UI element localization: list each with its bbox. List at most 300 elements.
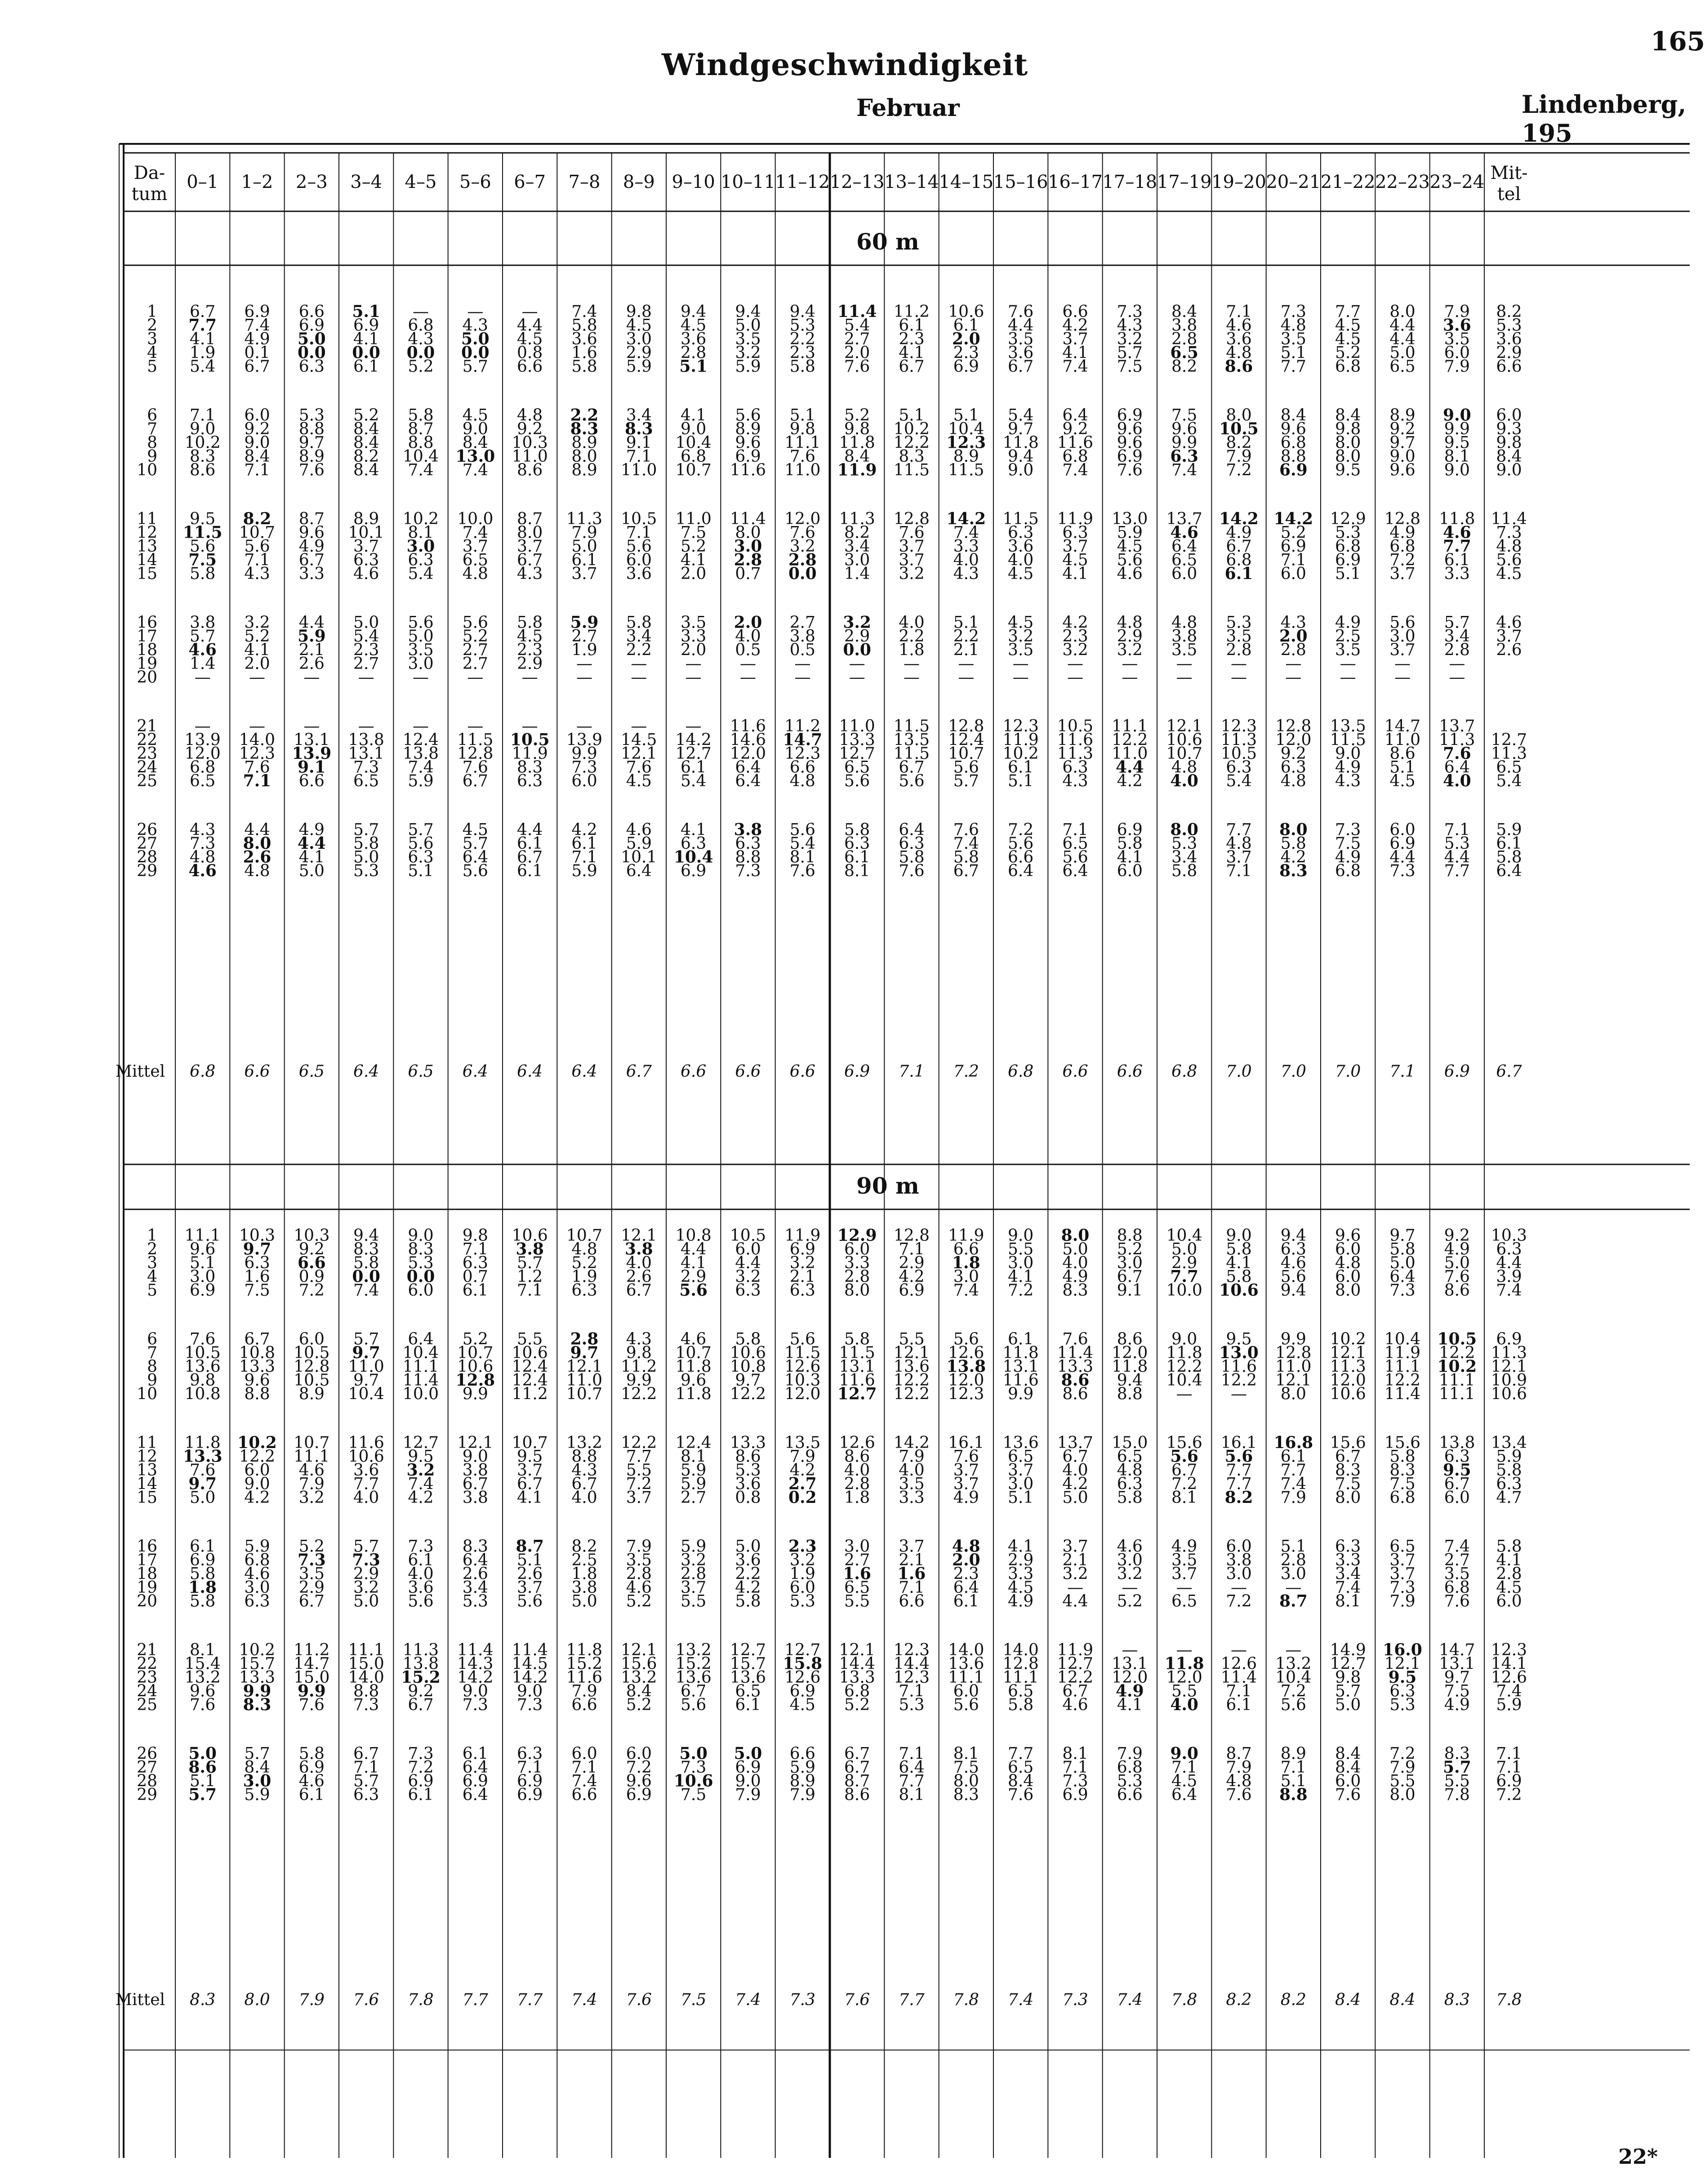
table-cell: — [467,717,484,735]
table-cell: 5.0 [1389,1254,1416,1272]
table-cell: 6.9 [517,1786,543,1804]
table-cell: 13.1 [1002,1357,1039,1376]
table-cell: 2.1 [899,1551,925,1569]
table-cell: 5.8 [1226,1267,1252,1286]
mittel-value: 7.4 [1117,1991,1143,2009]
table-cell: — [1285,1641,1302,1659]
table-cell: 3.8 [190,613,216,632]
table-cell: 3.6 [1008,343,1034,362]
table-cell: 10.5 [294,1371,330,1390]
table-cell: 11.2 [893,303,930,321]
table-cell: 15.6 [1330,1434,1366,1452]
table-cell: 7.9 [571,1682,597,1701]
table-cell: 6.6 [1496,357,1522,376]
table-cell: 4.5 [626,316,652,335]
header-mittel-line-2: tel [1497,184,1521,205]
table-cell: 9.0 [1444,461,1470,480]
row-date: 20 [137,668,157,687]
table-cell: 8.1 [1444,447,1470,466]
table-cell: 6.0 [1335,1267,1361,1286]
table-cell: — [413,717,429,735]
table-cell: — [413,668,429,687]
table-cell: 2.7 [844,1551,870,1569]
table-cell: 5.6 [1496,551,1522,570]
table-cell: 9.9 [571,744,597,763]
table-cell: 3.3 [1444,565,1470,583]
table-cell: 2.0 [681,565,707,583]
table-cell: 7.4 [1496,1682,1522,1701]
table-cell: 8.8 [1279,1785,1308,1804]
table-cell: 12.1 [621,744,657,763]
table-cell: 6.3 [298,357,325,376]
table-cell: 0.1 [244,343,270,362]
table-cell: 6.1 [899,316,925,335]
table-cell: 7.4 [1062,357,1088,376]
table-cell: 5.7 [1444,613,1470,632]
table-cell: 6.8 [1389,537,1416,556]
table-cell: 7.6 [1444,1592,1470,1611]
table-cell: — [849,668,865,687]
table-cell: — [1285,1578,1302,1597]
table-cell: 6.1 [462,1281,488,1300]
table-cell: 9.3 [1496,420,1522,438]
table-cell: 0.0 [788,564,817,583]
table-cell: 5.8 [789,357,815,376]
table-cell: 6.9 [1335,551,1361,570]
page-title: Windgeschwindigkeit [661,47,1028,82]
table-cell: 3.2 [789,1551,815,1569]
table-cell: 5.5 [1389,1772,1416,1791]
table-cell: 10.5 [294,1344,330,1362]
mittel-value: 7.7 [517,1991,543,2009]
table-cell: 5.8 [953,848,979,867]
table-cell: 4.3 [1280,613,1306,632]
table-cell: 5.9 [244,1786,270,1804]
table-cell: 6.1 [1444,551,1470,570]
table-cell: 4.6 [1496,613,1522,632]
table-cell: 3.2 [353,1578,379,1597]
table-cell: 8.0 [1335,447,1361,466]
table-cell: 10.8 [675,1226,712,1245]
table-cell: 8.3 [1335,1461,1361,1480]
mittel-value: 6.7 [1496,1062,1522,1081]
table-cell: — [1176,1578,1193,1597]
table-cell: 6.9 [626,1786,652,1804]
table-cell: 2.3 [899,330,925,348]
table-cell: 7.3 [517,1696,543,1714]
table-cell: 5.4 [844,316,870,335]
table-cell: 12.2 [1166,1357,1202,1376]
table-cell: 7.6 [789,862,815,880]
table-cell: 10.4 [1166,1226,1202,1245]
table-cell: 3.2 [681,1551,707,1569]
table-cell: 14.7 [1384,717,1421,735]
table-cell: 8.9 [571,461,597,480]
table-cell: — [1340,655,1356,673]
table-cell: 3.7 [1496,627,1522,646]
table-cell: 10.5 [1057,717,1094,735]
table-cell: 13.3 [239,1668,276,1687]
table-cell: 3.0 [1008,1254,1034,1272]
table-cell: 6.6 [953,1240,979,1259]
table-cell: 10.5 [184,1344,221,1362]
table-cell: 4.8 [952,1537,980,1556]
table-cell: 4.2 [789,1461,815,1480]
table-cell: 6.5 [844,758,870,777]
table-cell: 8.0 [1335,1281,1361,1300]
table-cell: 5.6 [899,772,925,790]
table-cell: 4.5 [462,820,488,839]
table-cell: 3.6 [735,1551,761,1569]
table-cell: 1.4 [190,655,216,673]
table-cell: 11.3 [839,510,875,528]
table-cell: 7.6 [1062,1330,1088,1349]
table-cell: 3.0 [1008,1475,1034,1493]
table-cell: 6.6 [899,1592,925,1611]
table-cell: 8.3 [462,1537,488,1556]
table-cell: 6.7 [844,1758,870,1777]
row-date: 26 [137,820,157,839]
table-cell: 6.0 [298,1330,325,1349]
table-cell: 11.8 [1112,1357,1148,1376]
table-cell: 5.9 [408,772,434,790]
mittel-value: 8.0 [244,1991,270,2009]
table-cell: 15.6 [621,1654,657,1673]
table-cell: 5.9 [626,357,652,376]
table-cell: 8.9 [1280,1744,1306,1763]
footer-mark: 22* [1618,2144,1658,2169]
table-cell: — [685,717,702,735]
table-cell: 2.2 [953,627,979,646]
table-cell: 9.4 [735,303,761,321]
table-cell: 6.9 [1389,834,1416,853]
table-cell: 5.4 [681,772,707,790]
table-cell: 8.9 [298,1385,325,1404]
table-cell: 8.3 [190,447,216,466]
table-cell: 11.8 [566,1641,603,1659]
row-date: 12 [137,523,157,542]
table-cell: 6.7 [681,1682,707,1701]
table-cell: 3.3 [1008,1564,1034,1583]
table-cell: 0.0 [843,640,871,660]
table-cell: 10.6 [730,1344,766,1362]
table-cell: 8.0 [953,1772,979,1791]
table-cell: 0.8 [517,343,543,362]
table-cell: 7.9 [571,523,597,542]
header-hour-7: 6–7 [514,172,546,192]
table-cell: 7.4 [244,316,270,335]
row-date: 24 [137,758,157,777]
table-cell: 5.7 [353,1537,379,1556]
row-date: 23 [137,1668,157,1687]
table-cell: 8.9 [1389,406,1416,425]
table-cell: 0.0 [406,343,435,362]
table-cell: 7.4 [953,1281,979,1300]
table-cell: 0.0 [298,343,326,362]
table-cell: 6.5 [1062,834,1088,853]
table-cell: 3.4 [1335,1564,1361,1583]
table-cell: 9.0 [1008,461,1034,480]
table-cell: 2.0 [244,655,270,673]
table-cell: 9.7 [188,1474,217,1493]
table-cell: 8.1 [953,1744,979,1763]
table-cell: 10.7 [512,1434,548,1452]
table-cell: 2.7 [681,1489,707,1507]
table-cell: 5.1 [1008,1489,1034,1507]
table-cell: 10.4 [675,433,712,452]
table-cell: 10.8 [239,1344,276,1362]
table-cell: — [1340,668,1356,687]
table-cell: 5.3 [462,1592,488,1611]
table-cell: 6.7 [1008,357,1034,376]
table-cell: 10.4 [1275,1668,1312,1687]
table-cell: 6.8 [1117,1758,1143,1777]
row-date: 29 [137,1786,157,1804]
table-cell: 5.5 [626,1461,652,1480]
table-cell: 3.5 [408,641,434,660]
table-cell: 4.6 [681,1330,707,1349]
table-cell: 4.2 [408,1489,434,1507]
table-cell: 9.5 [1226,1330,1252,1349]
table-cell: 14.2 [946,509,986,528]
table-cell: 2.0 [952,1551,980,1569]
table-cell: 4.3 [244,565,270,583]
table-cell: 8.4 [844,447,870,466]
table-cell: 12.0 [730,744,766,763]
table-cell: 10.6 [512,1226,548,1245]
table-cell: 6.0 [1389,820,1416,839]
table-cell: 5.7 [353,820,379,839]
table-cell: 4.0 [1443,771,1471,790]
table-cell: 9.9 [298,1681,326,1701]
table-cell: 2.0 [734,613,762,632]
table-cell: 5.1 [352,302,380,321]
table-cell: 7.3 [408,1537,434,1556]
table-cell: 9.6 [298,523,325,542]
table-cell: 12.3 [1491,1641,1527,1659]
table-cell: 3.3 [953,537,979,556]
table-cell: 12.8 [948,717,984,735]
table-cell: 8.0 [1170,820,1198,839]
table-cell: 4.8 [789,772,815,790]
table-cell: 10.5 [621,510,657,528]
table-cell: 11.9 [1002,731,1039,749]
table-cell: 10.3 [784,1371,821,1390]
table-cell: 8.9 [953,447,979,466]
table-cell: 10.6 [1491,1385,1527,1404]
table-cell: 3.5 [1280,330,1306,348]
table-cell: 7.7 [1335,303,1361,321]
table-cell: 5.9 [244,1537,270,1556]
table-cell: 6.3 [408,848,434,867]
table-cell: 2.8 [1171,330,1198,348]
table-cell: 5.0 [571,537,597,556]
mittel-value: 6.9 [1444,1062,1470,1081]
table-cell: 3.0 [408,655,434,673]
table-cell: 3.2 [735,343,761,362]
table-cell: 4.4 [1389,330,1416,348]
row-date: 3 [147,1254,157,1272]
table-cell: 6.0 [1444,1489,1470,1507]
table-cell: 6.3 [353,551,379,570]
table-cell: 12.2 [1439,1344,1475,1362]
table-cell: 5.6 [408,834,434,853]
table-cell: 12.9 [837,1226,877,1245]
table-cell: 6.1 [190,1537,216,1556]
table-cell: 9.0 [462,420,488,438]
table-cell: 3.0 [190,1267,216,1286]
table-cell: 14.0 [348,1668,384,1687]
table-cell: 13.6 [1002,1434,1039,1452]
table-cell: 11.0 [1384,731,1421,749]
table-cell: 4.1 [1117,1696,1143,1714]
table-cell: 4.5 [1496,565,1522,583]
table-cell: 6.3 [353,1786,379,1804]
table-cell: 4.1 [681,1254,707,1272]
table-cell: 13.1 [839,1357,875,1376]
table-cell: 11.0 [348,1357,384,1376]
table-cell: 6.4 [462,1758,488,1777]
table-cell: 3.0 [1117,1551,1143,1569]
table-cell: 9.6 [1335,1226,1361,1245]
table-cell: — [576,655,592,673]
table-cell: 5.3 [1117,1772,1143,1791]
table-cell: — [794,655,811,673]
table-cell: 6.7 [1117,1267,1143,1286]
table-cell: 13.6 [184,1357,221,1376]
table-cell: — [1394,655,1411,673]
table-cell: 6.6 [789,1744,815,1763]
table-cell: 6.0 [1280,565,1306,583]
table-cell: 12.7 [839,744,875,763]
table-cell: 3.7 [1062,1537,1088,1556]
table-cell: 4.0 [571,1489,597,1507]
table-cell: 4.8 [190,848,216,867]
table-cell: 9.6 [626,1772,652,1791]
table-cell: 12.6 [1491,1668,1527,1687]
table-cell: 7.2 [1226,461,1252,480]
table-cell: 9.8 [1335,420,1361,438]
row-date: 8 [147,1357,157,1376]
table-cell: 6.4 [899,820,925,839]
table-cell: 14.2 [1273,509,1313,528]
table-cell: 9.2 [244,420,270,438]
table-cell: 3.4 [844,537,870,556]
row-date: 19 [137,1578,157,1597]
table-cell: 5.8 [1117,834,1143,853]
mittel-value: 7.7 [462,1991,488,2009]
table-cell: 6.1 [353,357,379,376]
table-cell: 12.2 [621,1385,657,1404]
table-cell: 7.7 [353,1475,379,1493]
table-cell: 8.4 [1496,447,1522,466]
table-cell: 3.0 [243,1771,272,1791]
table-cell: 12.0 [784,1385,821,1404]
table-cell: 2.8 [570,1329,599,1349]
table-cell: 3.8 [462,1489,488,1507]
table-cell: 10.2 [239,1641,276,1659]
table-cell: 11.3 [1330,1357,1366,1376]
table-cell: 2.8 [1280,1551,1306,1569]
table-cell: 5.9 [1496,1447,1522,1466]
table-cell: 14.5 [512,1654,548,1673]
table-cell: 10.7 [294,1434,330,1452]
table-cell: 4.4 [1062,1592,1088,1611]
table-cell: 5.8 [1008,1696,1034,1714]
table-cell: 7.2 [298,1281,325,1300]
table-cell: — [685,668,702,687]
table-cell: 8.6 [1444,1281,1470,1300]
table-cell: 9.9 [626,1371,652,1390]
table-cell: 4.1 [1008,1537,1034,1556]
table-cell: 6.1 [517,834,543,853]
mittel-value: 6.8 [190,1062,216,1081]
table-cell: 9.8 [190,1371,216,1390]
table-cell: 9.0 [1008,1226,1034,1245]
table-cell: 4.8 [1117,613,1143,632]
table-cell: 9.6 [735,433,761,452]
table-cell: 6.7 [1226,537,1252,556]
table-cell: 5.3 [1444,834,1470,853]
row-date: 12 [137,1447,157,1466]
table-cell: 7.6 [1443,744,1471,763]
mittel-value: 6.8 [1008,1062,1034,1081]
table-cell: 7.6 [789,447,815,466]
table-cell: 7.1 [1062,1758,1088,1777]
table-cell: 13.4 [1491,1434,1527,1452]
table-cell: 4.8 [1335,1254,1361,1272]
table-cell: 11.0 [566,1371,603,1390]
table-cell: 5.8 [844,820,870,839]
table-cell: 11.9 [512,744,548,763]
table-cell: — [467,303,484,321]
table-cell: 7.7 [1226,1461,1252,1480]
table-cell: 4.2 [571,820,597,839]
table-cell: 6.1 [953,1592,979,1611]
table-cell: 6.7 [571,1475,597,1493]
table-cell: 7.9 [298,1475,325,1493]
table-cell: 3.7 [1062,330,1088,348]
table-cell: 5.2 [244,627,270,646]
table-cell: 5.5 [681,1592,707,1611]
table-cell: — [1122,668,1138,687]
table-cell: 12.3 [893,1668,930,1687]
table-cell: 13.1 [1112,1654,1148,1673]
table-cell: 7.7 [899,1772,925,1791]
table-cell: 7.5 [953,1758,979,1777]
table-cell: 6.9 [1496,1330,1522,1349]
table-cell: 11.3 [1439,731,1475,749]
table-cell: 4.1 [1062,343,1088,362]
header-hour-16: 15–16 [993,172,1048,192]
row-date: 7 [147,1344,157,1362]
table-cell: 4.1 [681,820,707,839]
table-cell: 10.2 [893,420,930,438]
table-cell: 4.0 [1062,1254,1088,1272]
table-cell: 4.3 [1117,316,1143,335]
table-cell: 5.8 [571,316,597,335]
table-cell: 16.1 [1220,1434,1257,1452]
table-cell: 8.8 [571,1447,597,1466]
row-date: 14 [137,551,157,570]
table-cell: 6.3 [244,1254,270,1272]
table-cell: 1.9 [571,1267,597,1286]
table-cell: 6.8 [1062,447,1088,466]
table-cell: 5.3 [353,862,379,880]
mittel-value: 7.3 [789,1991,815,2009]
table-cell: 4.3 [462,316,488,335]
table-cell: 5.9 [681,1475,707,1493]
